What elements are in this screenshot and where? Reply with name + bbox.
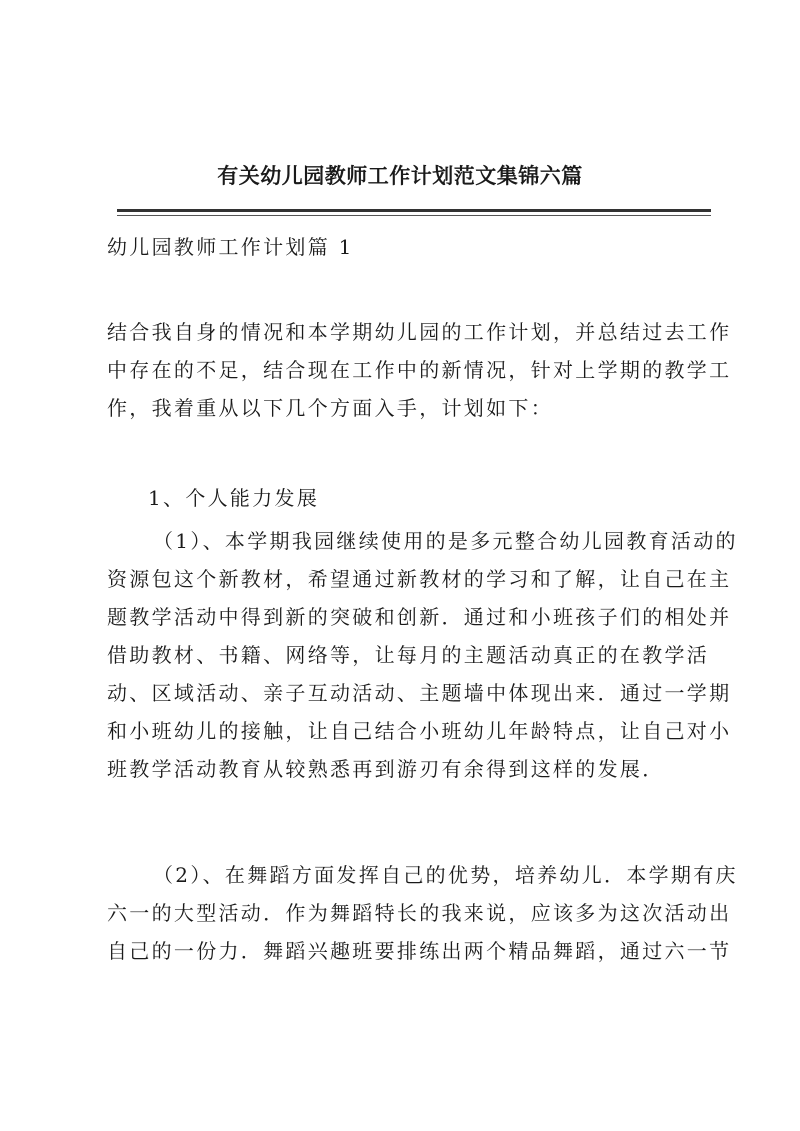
title-divider-thin [117,215,711,216]
title-divider-thick [117,209,711,212]
paragraph-line: （2）、在舞蹈方面发挥自己的优势，培养幼儿．本学期有庆 [153,863,738,887]
paragraph-line: 动、区域活动、亲子互动活动、主题墙中体现出来．通过一学期 [107,681,732,705]
paragraph-line: 自己的一份力．舞蹈兴趣班要排练出两个精品舞蹈，通过六一节 [107,939,732,963]
section-heading: 幼儿园教师工作计划篇 1 [107,235,354,259]
paragraph-line: 班教学活动教育从较熟悉再到游刃有余得到这样的发展． [107,757,665,781]
paragraph-line: 资源包这个新教材，希望通过新教材的学习和了解，让自己在主 [107,567,732,591]
document-title: 有关幼儿园教师工作计划范文集锦六篇 [217,163,583,188]
paragraph-line: 六一的大型活动．作为舞蹈特长的我来说，应该多为这次活动出 [107,901,732,925]
paragraph-line: 题教学活动中得到新的突破和创新．通过和小班孩子们的相处并 [107,605,732,629]
item-heading-personal-ability: 1、个人能力发展 [148,486,320,510]
paragraph-item-1 [107,522,738,788]
paragraph-line: （1）、本学期我园继续使用的是多元整合幼儿园教育活动的 [153,529,738,553]
paragraph-line: 作，我着重从以下几个方面入手，计划如下： [107,396,553,420]
paragraph-line: 借助教材、书籍、网络等，让每月的主题活动真正的在教学活 [107,643,710,667]
paragraph-line: 和小班幼儿的接触，让自己结合小班幼儿年龄特点，让自己对小 [107,719,732,743]
paragraph-intro [107,313,732,427]
paragraph-item-2 [107,856,738,970]
paragraph-line: 结合我自身的情况和本学期幼儿园的工作计划，并总结过去工作 [107,320,732,344]
paragraph-line: 中存在的不足，结合现在工作中的新情况，针对上学期的教学工 [107,358,732,382]
